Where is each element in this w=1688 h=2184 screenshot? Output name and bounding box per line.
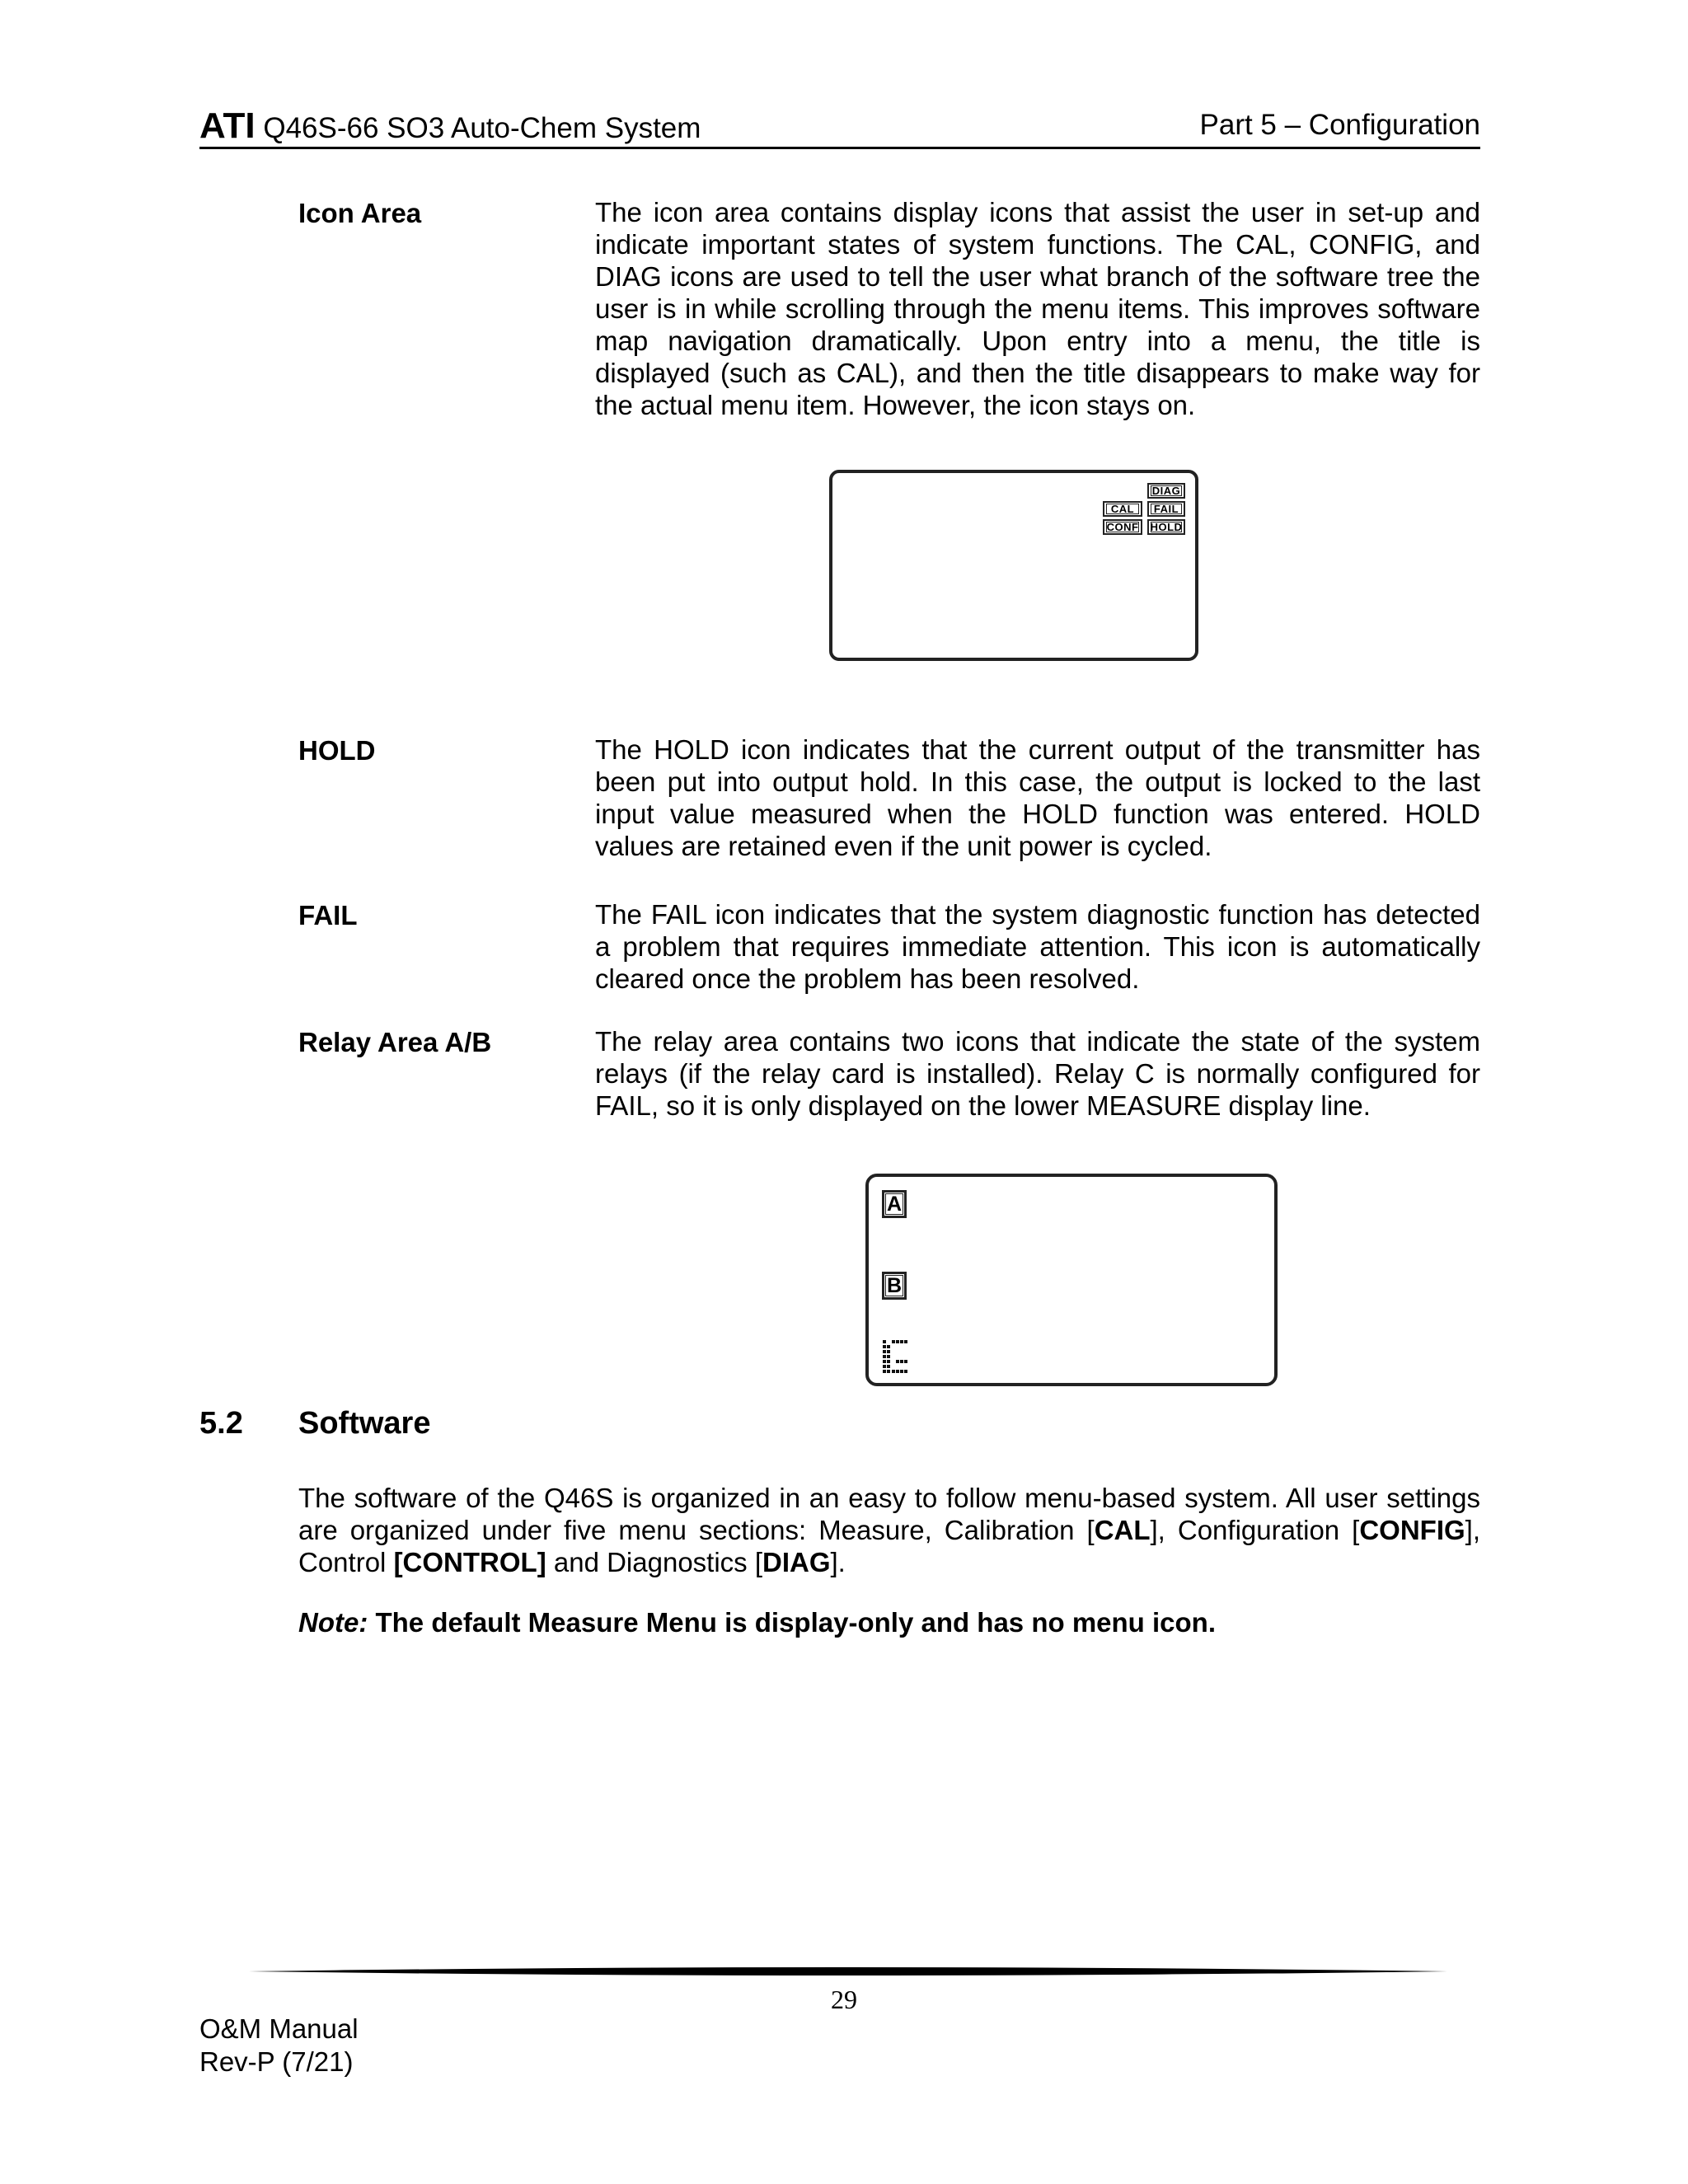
hold-icon: HOLD [1147,519,1185,535]
note-label: Note: [298,1607,368,1638]
brand-logo: ATI [199,105,256,146]
footer-revision: Rev-P (7/21) [199,2046,354,2077]
para-text-5: ]. [830,1547,846,1577]
control-menu-ref: [CONTROL] [393,1547,546,1577]
note-text: The default Measure Menu is display-only and has no menu icon. [368,1607,1216,1638]
desc-icon-area: The icon area contains display icons that assist the user in set-up and indicate important states of system functions. The CAL, CONFIG, and DIAG icons are used to tell the user what branch of the software tree the user is in while scrolling through the menu items. This improves software map navigation dramatically. Upon entry into a menu, the title is displayed (such as CAL), and then the title disappears to make way for the actual menu item. However, the icon stays on. [595,197,1480,420]
lcd-relay-area-figure [865,1174,1278,1386]
header-part: Part 5 – Configuration [1199,109,1480,141]
relay-c-dot-matrix-icon [882,1338,910,1378]
footer-manual: O&M Manual [199,2013,359,2044]
desc-relay-area: The relay area contains two icons that indicate the state of the system relays (if the relay card is installed). Relay C is normally configured for FAIL, so it is only displayed on the lower MEASURE display line. [595,1026,1480,1121]
cal-icon: CAL [1103,501,1142,517]
term-hold: HOLD [298,735,376,766]
diag-icon: DIAG [1147,483,1185,499]
relay-a-icon: A [882,1190,907,1218]
desc-hold: The HOLD icon indicates that the current output of the transmitter has been put into output hold. In this case, the output is locked to the last input value measured when the HOLD function was entered. HOLD values are retained even if the unit power is cycled. [595,734,1480,861]
para-text-4: and Diagnostics [ [546,1547,763,1577]
para-text-2: ], Configuration [ [1150,1515,1360,1545]
footer-rule [249,1965,1447,1978]
diag-menu-ref: DIAG [762,1547,831,1577]
section-title: Software [298,1406,431,1441]
note [298,1607,1216,1638]
software-paragraph [298,1482,1480,1578]
config-menu-ref: CONFIG [1359,1515,1465,1545]
fail-icon: FAIL [1147,501,1185,517]
lcd-icon-area-figure [829,470,1198,661]
section-number: 5.2 [199,1406,243,1441]
term-icon-area: Icon Area [298,198,422,228]
term-fail: FAIL [298,900,358,930]
product-name: Q46S-66 SO3 Auto-Chem System [263,112,701,144]
footer-info [199,2013,359,2079]
para-text-1: The software of the Q46S is organized in an easy to follow menu-based system. All user settings are organized under five menu sections: Measure, Calibration [ [298,1483,1480,1545]
desc-fail: The FAIL icon indicates that the system diagnostic function has detected a problem that requires immediate attention. This icon is automatically cleared once the problem has been resolved. [595,899,1480,994]
cal-menu-ref: CAL [1094,1515,1151,1545]
term-relay-area: Relay Area A/B [298,1027,492,1057]
para-text-3: ], Control [298,1515,1480,1577]
conf-icon: CONF [1103,519,1142,535]
header-rule [199,147,1480,149]
page-number: 29 [831,1985,857,2014]
header-title [199,105,701,147]
relay-b-icon: B [882,1272,907,1300]
